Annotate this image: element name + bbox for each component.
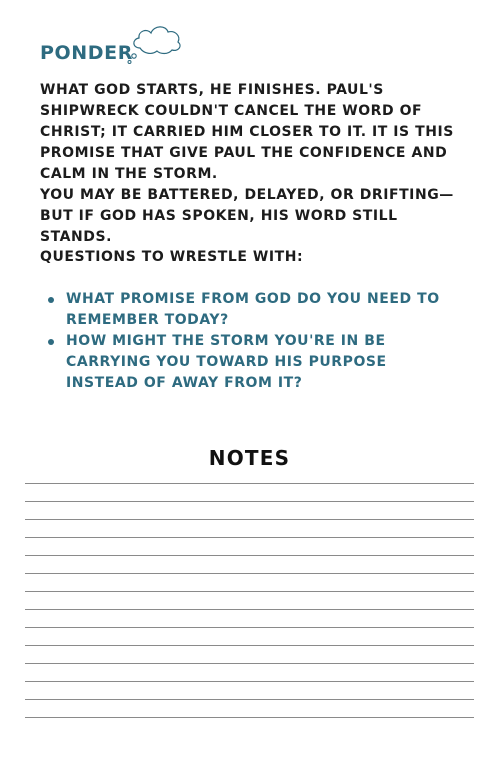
note-line [25, 501, 474, 502]
question-list [40, 289, 455, 394]
note-line [25, 627, 474, 628]
questions-heading: QUESTIONS TO WRESTLE WITH: [40, 249, 304, 265]
reflection-paragraph: YOU MAY BE BATTERED, DELAYED, OR DRIFTING—BUT IF GOD HAS SPOKEN, HIS WORD STILL STANDS. [40, 187, 454, 245]
note-line [25, 681, 474, 682]
note-line [25, 717, 474, 718]
note-line [25, 573, 474, 574]
note-line [25, 609, 474, 610]
thought-cloud-icon [126, 18, 186, 68]
note-line [25, 519, 474, 520]
notes-area[interactable] [25, 483, 474, 735]
bullet-icon [48, 339, 54, 345]
reflection-paragraph: WHAT GOD STARTS, HE FINISHES. PAUL'S SHIPWRECK COULDN'T CANCEL THE WORD OF CHRIST; IT CARRIED HIM CLOSER TO IT. IT IS THIS PROMISE THAT GIVE PAUL THE CONFIDENCE AND CALM IN THE STORM. [40, 82, 454, 182]
note-line [25, 555, 474, 556]
question-text: HOW MIGHT THE STORM YOU'RE IN BE CARRYING YOU TOWARD HIS PURPOSE INSTEAD OF AWAY FROM IT? [66, 333, 387, 391]
question-text: WHAT PROMISE FROM GOD DO YOU NEED TO REMEMBER TODAY? [66, 291, 440, 328]
note-line [25, 483, 474, 484]
note-line [25, 645, 474, 646]
bullet-icon [48, 297, 54, 303]
ponder-title: PONDER [40, 42, 133, 64]
ponder-header [40, 18, 200, 70]
note-line [25, 591, 474, 592]
question-item [40, 289, 455, 331]
question-item [40, 331, 455, 394]
note-line [25, 663, 474, 664]
note-line [25, 537, 474, 538]
notes-title: NOTES [208, 446, 291, 470]
note-line [25, 699, 474, 700]
